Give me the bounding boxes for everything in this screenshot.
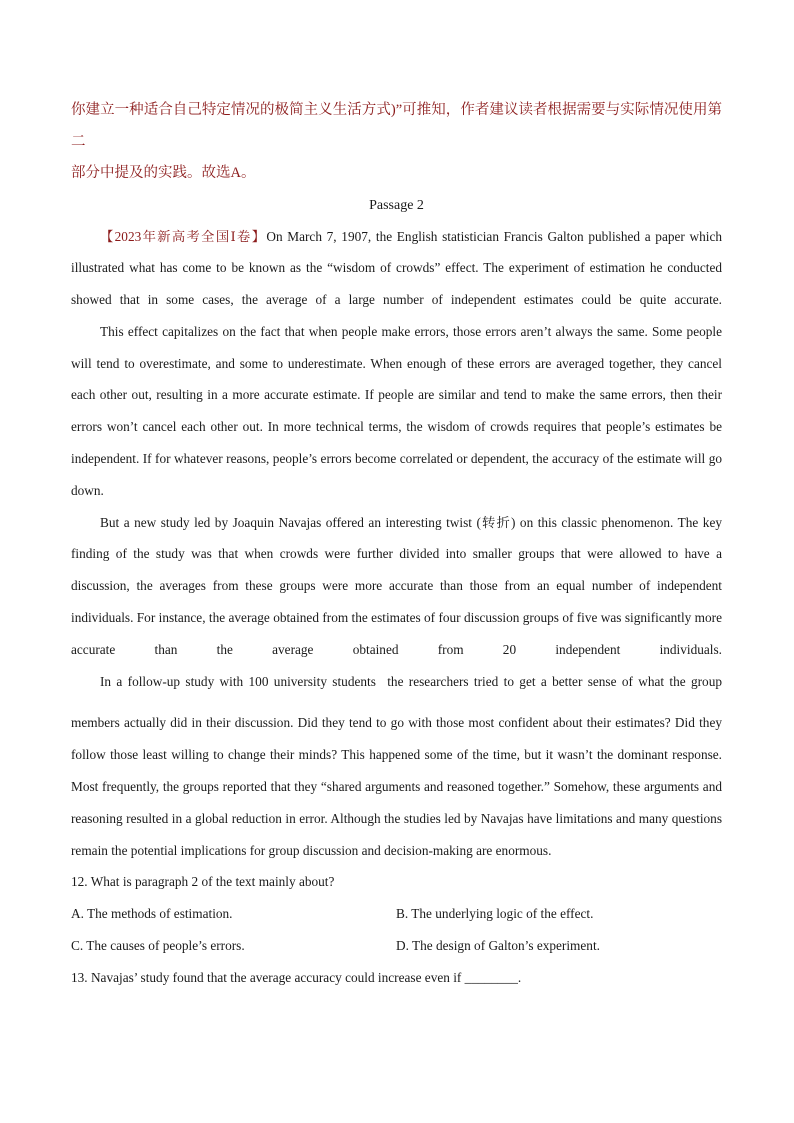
intro-line-2: 部分中提及的实践。故选A。: [71, 165, 256, 181]
paragraph-4-lead: In a follow-up study with 100 university students: [100, 673, 376, 689]
paragraph-4-lead-rest: the researchers tried to get a better sense of what the group: [387, 673, 723, 689]
question-12-options-row-1: [71, 898, 722, 930]
question-12-options-row-2: [71, 930, 722, 962]
option-b: B. The underlying logic of the effect.: [396, 906, 594, 922]
source-tag: 【2023年新高考全国Ⅰ卷】: [100, 228, 267, 244]
paragraph-1: [71, 221, 722, 316]
option-a: A. The methods of estimation.: [71, 906, 233, 922]
intro-line-1: 你建立一种适合自己特定情况的极简主义生活方式)”可推知，作者建议读者根据需要与实际情况使用第二: [71, 102, 722, 150]
option-c: C. The causes of people’s errors.: [71, 938, 245, 954]
question-13: 13. Navajas’ study found that the average accuracy could increase even if ________.: [71, 969, 522, 985]
option-d: D. The design of Galton’s experiment.: [396, 938, 600, 954]
question-12: 12. What is paragraph 2 of the text mainly about?: [71, 874, 335, 890]
paragraph-3: But a new study led by Joaquin Navajas offered an interesting twist (转折) on this classic phenomenon. The key finding of the study was that when crowds were further divided into smaller groups that were allowed to have a discussion, the averages from these groups were more accurate than those from an equal number of independent individuals. For instance, the average obtained from the estimates of four discussion groups of five was significantly more accurate than the average obtained from 20 independent individuals.: [71, 514, 722, 657]
document-page: [71, 95, 722, 994]
paragraph-1-text: On March 7, 1907, the English statistician Francis Galton published a paper which illustrated what has come to be known as the “wisdom of crowds” effect. The experiment of estimation he conducted showed that in some cases, the average of a large number of independent estimates could be quite accurate.: [71, 228, 722, 308]
passage-title: Passage 2: [369, 197, 424, 213]
paragraph-2: This effect capitalizes on the fact that when people make errors, those errors aren’t always the same. Some people will tend to overestimate, and some to underestimate. When enough of these errors are averaged together, they cancel each other out, resulting in a more accurate estimate. If people are similar and tend to make the same errors, then their errors won’t cancel each other out. In more technical terms, the wisdom of crowds requires that people’s estimates be independent. If for whatever reasons, people’s errors become correlated or dependent, the accuracy of the estimate will go down.: [71, 323, 722, 498]
paragraph-4: members actually did in their discussion. Did they tend to go with those most confident about their estimates? Did they follow those least willing to change their minds? This happened some of the time, but it wasn’t the dominant response. Most frequently, the groups reported that they “shared arguments and reasoned together.” Somehow, these arguments and reasoning resulted in a global reduction in error. Although the studies led by Navajas have limitations and many questions remain the potential implications for group discussion and decision-making are enormous.: [71, 715, 722, 858]
paragraph-4-first-line: [71, 666, 722, 698]
